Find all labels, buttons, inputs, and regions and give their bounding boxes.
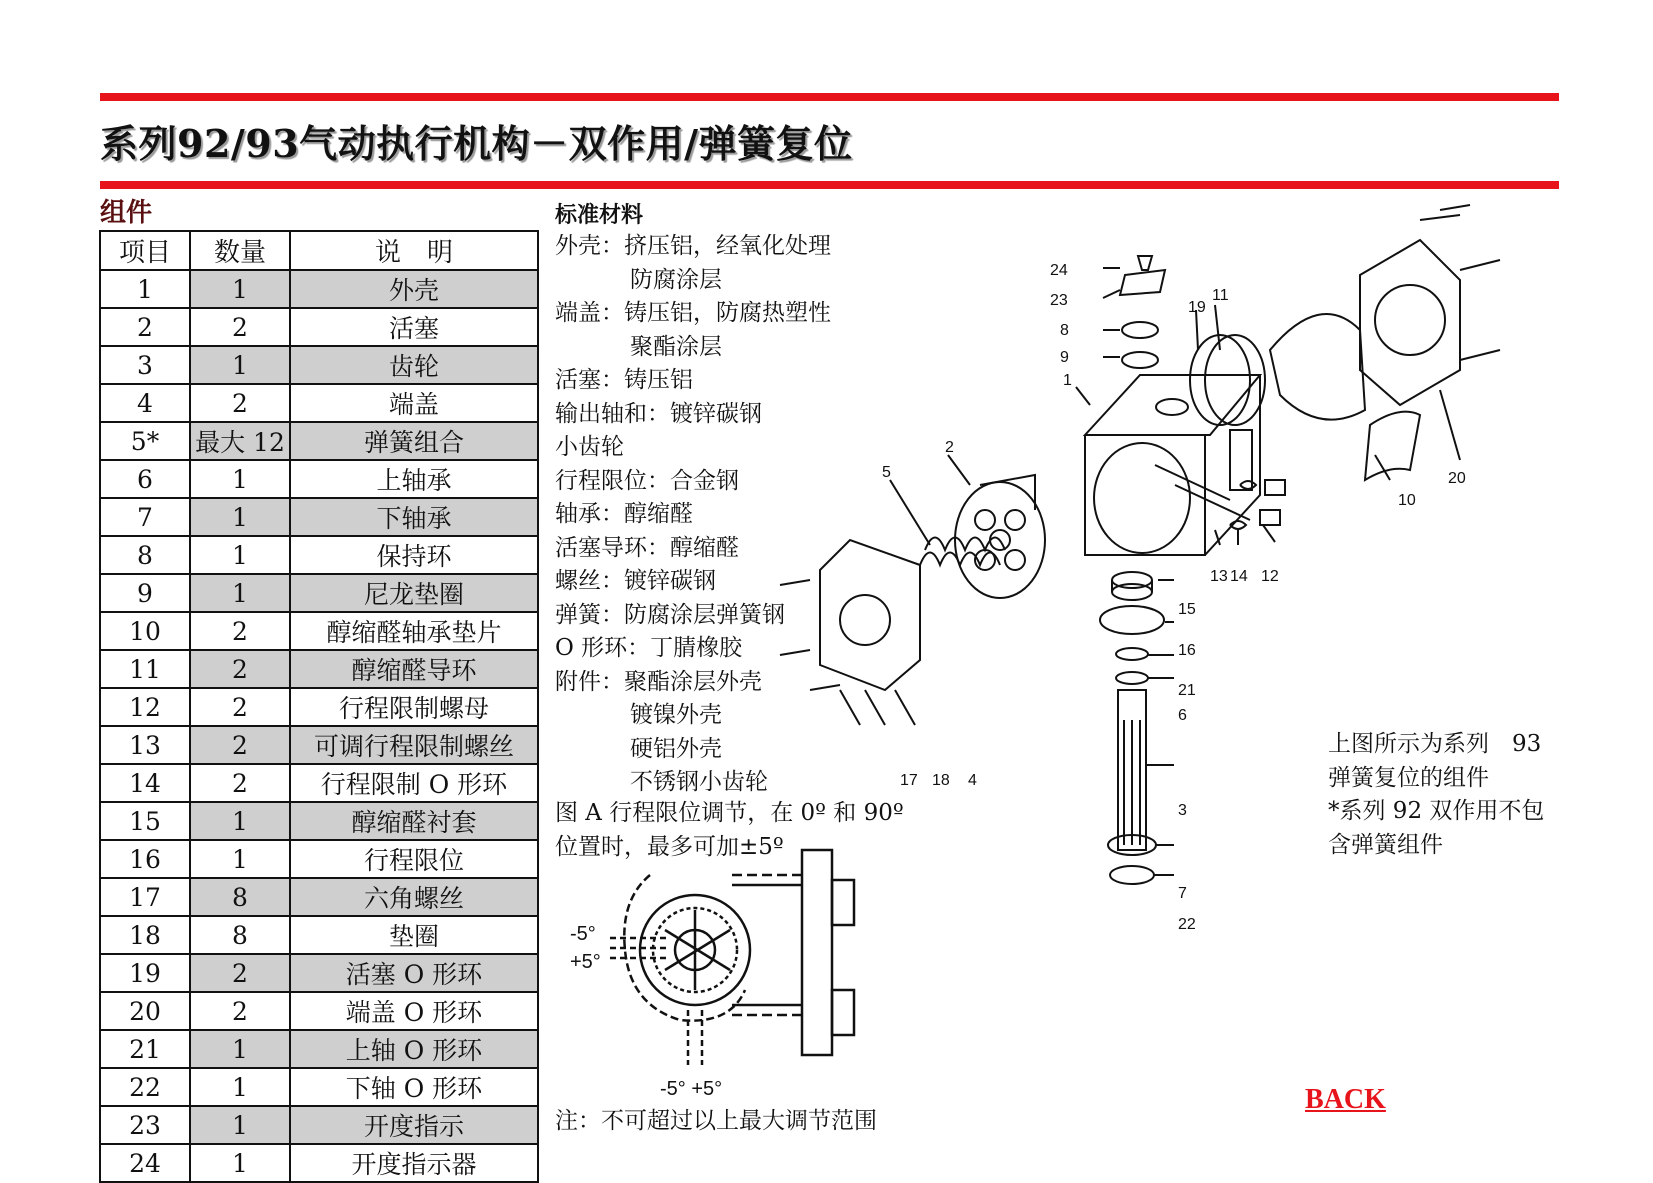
callout-4: 4 bbox=[968, 772, 977, 789]
material-line: 外壳：挤压铝，经氧化处理 bbox=[555, 233, 831, 259]
material-line: 行程限位：合金钢 bbox=[555, 467, 739, 494]
cell-item: 3 bbox=[100, 346, 190, 384]
cell-qty: 2 bbox=[190, 954, 290, 992]
material-line: 弹簧：防腐涂层弹簧钢 bbox=[555, 601, 785, 628]
cell-description: 行程限制螺母 bbox=[290, 688, 538, 726]
cell-description: 保持环 bbox=[290, 536, 538, 574]
callout-13: 13 bbox=[1210, 568, 1228, 585]
cell-item: 20 bbox=[100, 992, 190, 1030]
table-row bbox=[100, 688, 538, 726]
table-row bbox=[100, 954, 538, 992]
diagram-note-line: 上图所示为系列 93 bbox=[1328, 731, 1542, 757]
cell-description: 尼龙垫圈 bbox=[290, 574, 538, 612]
cell-description: 醇缩醛衬套 bbox=[290, 802, 538, 840]
components-heading: 组件 bbox=[100, 198, 153, 228]
column-header-item: 项目 bbox=[100, 231, 190, 270]
callout-21: 21 bbox=[1178, 682, 1196, 699]
material-line: 螺丝：镀锌碳钢 bbox=[555, 568, 716, 594]
label-bottom: -5° +5° bbox=[660, 1078, 723, 1100]
cell-item: 5* bbox=[100, 422, 190, 460]
cell-description: 开度指示器 bbox=[290, 1144, 538, 1182]
cell-item: 24 bbox=[100, 1144, 190, 1182]
cell-description: 开度指示 bbox=[290, 1106, 538, 1144]
callout-15: 15 bbox=[1178, 601, 1196, 618]
column-header-description: 说 明 bbox=[290, 231, 538, 270]
figure-a-caption-line-1: 图 A 行程限位调节，在 0º 和 90º bbox=[555, 800, 904, 826]
diagram-note-line: *系列 92 双作用不包 bbox=[1328, 798, 1545, 824]
table-row bbox=[100, 270, 538, 308]
cell-item: 1 bbox=[100, 270, 190, 308]
material-line: 轴承：醇缩醛 bbox=[555, 501, 693, 527]
left-end-cap-part bbox=[820, 540, 920, 690]
table-row bbox=[100, 840, 538, 878]
callout-17: 17 bbox=[900, 772, 918, 789]
cell-item: 19 bbox=[100, 954, 190, 992]
cell-description: 齿轮 bbox=[290, 346, 538, 384]
cell-description: 行程限制 O 形环 bbox=[290, 764, 538, 802]
cell-item: 21 bbox=[100, 1030, 190, 1068]
back-link[interactable]: BACK bbox=[1305, 1084, 1386, 1115]
cell-item: 4 bbox=[100, 384, 190, 422]
cell-qty: 1 bbox=[190, 536, 290, 574]
table-row bbox=[100, 346, 538, 384]
callout-22: 22 bbox=[1178, 916, 1196, 933]
cell-item: 13 bbox=[100, 726, 190, 764]
output-shaft-stack bbox=[1100, 572, 1164, 884]
cell-qty: 1 bbox=[190, 498, 290, 536]
cell-description: 醇缩醛导环 bbox=[290, 650, 538, 688]
material-line: 活塞导环：醇缩醛 bbox=[555, 534, 739, 561]
table-row bbox=[100, 1030, 538, 1068]
column-header-qty: 数量 bbox=[190, 231, 290, 270]
cell-qty: 1 bbox=[190, 270, 290, 308]
cell-description: 垫圈 bbox=[290, 916, 538, 954]
cell-qty: 1 bbox=[190, 460, 290, 498]
cell-item: 12 bbox=[100, 688, 190, 726]
adjustment-note: 注：不可超过以上最大调节范围 bbox=[555, 1108, 877, 1134]
cell-qty: 1 bbox=[190, 346, 290, 384]
material-line: 不锈钢小齿轮 bbox=[630, 769, 768, 795]
cell-description: 外壳 bbox=[290, 270, 538, 308]
cell-item: 11 bbox=[100, 650, 190, 688]
callout-8: 8 bbox=[1060, 322, 1069, 339]
callout-20: 20 bbox=[1448, 470, 1466, 487]
cell-item: 14 bbox=[100, 764, 190, 802]
table-row bbox=[100, 1106, 538, 1144]
cell-qty: 2 bbox=[190, 726, 290, 764]
callout-5: 5 bbox=[882, 464, 891, 481]
callout-9: 9 bbox=[1060, 349, 1069, 366]
cell-description: 端盖 O 形环 bbox=[290, 992, 538, 1030]
callout-1: 1 bbox=[1063, 372, 1072, 389]
cell-item: 23 bbox=[100, 1106, 190, 1144]
cell-qty: 2 bbox=[190, 764, 290, 802]
cell-description: 醇缩醛轴承垫片 bbox=[290, 612, 538, 650]
label-left-minus: -5° bbox=[570, 923, 596, 945]
cell-description: 活塞 O 形环 bbox=[290, 954, 538, 992]
cell-description: 行程限位 bbox=[290, 840, 538, 878]
callout-24: 24 bbox=[1050, 262, 1068, 279]
callout-16: 16 bbox=[1178, 642, 1196, 659]
table-row bbox=[100, 916, 538, 954]
cell-qty: 1 bbox=[190, 1144, 290, 1182]
callout-18: 18 bbox=[932, 772, 950, 789]
cell-description: 活塞 bbox=[290, 308, 538, 346]
material-line: 硬铝外壳 bbox=[630, 735, 722, 762]
table-row bbox=[100, 536, 538, 574]
table-row bbox=[100, 764, 538, 802]
cell-qty: 最大 12 bbox=[190, 422, 290, 460]
cell-qty: 1 bbox=[190, 574, 290, 612]
material-line: 端盖：铸压铝，防腐热塑性 bbox=[555, 300, 831, 326]
cell-qty: 2 bbox=[190, 992, 290, 1030]
cell-description: 下轴 O 形环 bbox=[290, 1068, 538, 1106]
cell-qty: 2 bbox=[190, 688, 290, 726]
diagram-note bbox=[1328, 728, 1544, 862]
cell-qty: 1 bbox=[190, 1068, 290, 1106]
cell-item: 10 bbox=[100, 612, 190, 650]
callout-23: 23 bbox=[1050, 292, 1068, 309]
table-row bbox=[100, 308, 538, 346]
material-line: 小齿轮 bbox=[555, 434, 624, 460]
cell-item: 17 bbox=[100, 878, 190, 916]
table-row bbox=[100, 726, 538, 764]
table-row bbox=[100, 498, 538, 536]
parts-table-header bbox=[100, 231, 538, 270]
cell-description: 上轴承 bbox=[290, 460, 538, 498]
table-row bbox=[100, 612, 538, 650]
material-line: O 形环：丁腈橡胶 bbox=[555, 635, 743, 661]
cell-description: 六角螺丝 bbox=[290, 878, 538, 916]
cell-item: 9 bbox=[100, 574, 190, 612]
table-row bbox=[100, 460, 538, 498]
callout-10: 10 bbox=[1398, 492, 1416, 509]
table-row bbox=[100, 1144, 538, 1182]
materials-list bbox=[555, 230, 831, 800]
callout-6: 6 bbox=[1178, 707, 1187, 724]
table-row bbox=[100, 650, 538, 688]
page-title: 系列92/93气动执行机构－双作用/弹簧复位 bbox=[100, 121, 853, 166]
cell-item: 22 bbox=[100, 1068, 190, 1106]
figure-a-caption-line-2: 位置时，最多可加±5º bbox=[555, 834, 784, 860]
material-line: 镀镍外壳 bbox=[630, 702, 722, 728]
cell-qty: 1 bbox=[190, 802, 290, 840]
table-row bbox=[100, 1068, 538, 1106]
cell-item: 8 bbox=[100, 536, 190, 574]
parts-table bbox=[99, 230, 539, 1183]
table-row bbox=[100, 802, 538, 840]
cell-description: 可调行程限制螺丝 bbox=[290, 726, 538, 764]
callout-2: 2 bbox=[945, 439, 954, 456]
cell-qty: 2 bbox=[190, 612, 290, 650]
cell-item: 18 bbox=[100, 916, 190, 954]
material-line: 附件：聚酯涂层外壳 bbox=[555, 668, 762, 695]
cell-item: 6 bbox=[100, 460, 190, 498]
table-row bbox=[100, 384, 538, 422]
cell-qty: 1 bbox=[190, 840, 290, 878]
piston-part bbox=[955, 475, 1045, 598]
cell-qty: 8 bbox=[190, 878, 290, 916]
callout-7: 7 bbox=[1178, 885, 1187, 902]
table-row bbox=[100, 878, 538, 916]
table-row bbox=[100, 992, 538, 1030]
diagram-note-line: 弹簧复位的组件 bbox=[1328, 764, 1489, 791]
cell-item: 16 bbox=[100, 840, 190, 878]
cell-item: 7 bbox=[100, 498, 190, 536]
material-line: 防腐涂层 bbox=[630, 266, 722, 293]
label-left-plus: +5° bbox=[570, 951, 601, 973]
cell-qty: 2 bbox=[190, 384, 290, 422]
callout-19: 19 bbox=[1188, 299, 1206, 316]
table-row bbox=[100, 422, 538, 460]
cell-description: 上轴 O 形环 bbox=[290, 1030, 538, 1068]
cell-description: 弹簧组合 bbox=[290, 422, 538, 460]
cell-qty: 2 bbox=[190, 650, 290, 688]
cell-qty: 8 bbox=[190, 916, 290, 954]
cell-qty: 2 bbox=[190, 308, 290, 346]
parts-table-body bbox=[100, 270, 538, 1182]
cell-description: 下轴承 bbox=[290, 498, 538, 536]
diagram-note-line: 含弹簧组件 bbox=[1328, 831, 1443, 858]
callout-3: 3 bbox=[1178, 802, 1187, 819]
cell-qty: 1 bbox=[190, 1106, 290, 1144]
callout-12: 12 bbox=[1261, 568, 1279, 585]
material-line: 聚酯涂层 bbox=[630, 333, 722, 360]
indicator-part bbox=[1120, 270, 1165, 295]
top-red-rule bbox=[100, 93, 1559, 101]
cell-qty: 1 bbox=[190, 1030, 290, 1068]
materials-heading: 标准材料 bbox=[555, 202, 644, 228]
callout-11: 11 bbox=[1212, 287, 1229, 304]
cell-description: 端盖 bbox=[290, 384, 538, 422]
material-line: 活塞：铸压铝 bbox=[555, 367, 693, 393]
cell-item: 2 bbox=[100, 308, 190, 346]
callout-14: 14 bbox=[1230, 568, 1248, 585]
material-line: 输出轴和：镀锌碳钢 bbox=[555, 400, 762, 427]
cell-item: 15 bbox=[100, 802, 190, 840]
title-red-rule bbox=[100, 181, 1559, 189]
table-row bbox=[100, 574, 538, 612]
